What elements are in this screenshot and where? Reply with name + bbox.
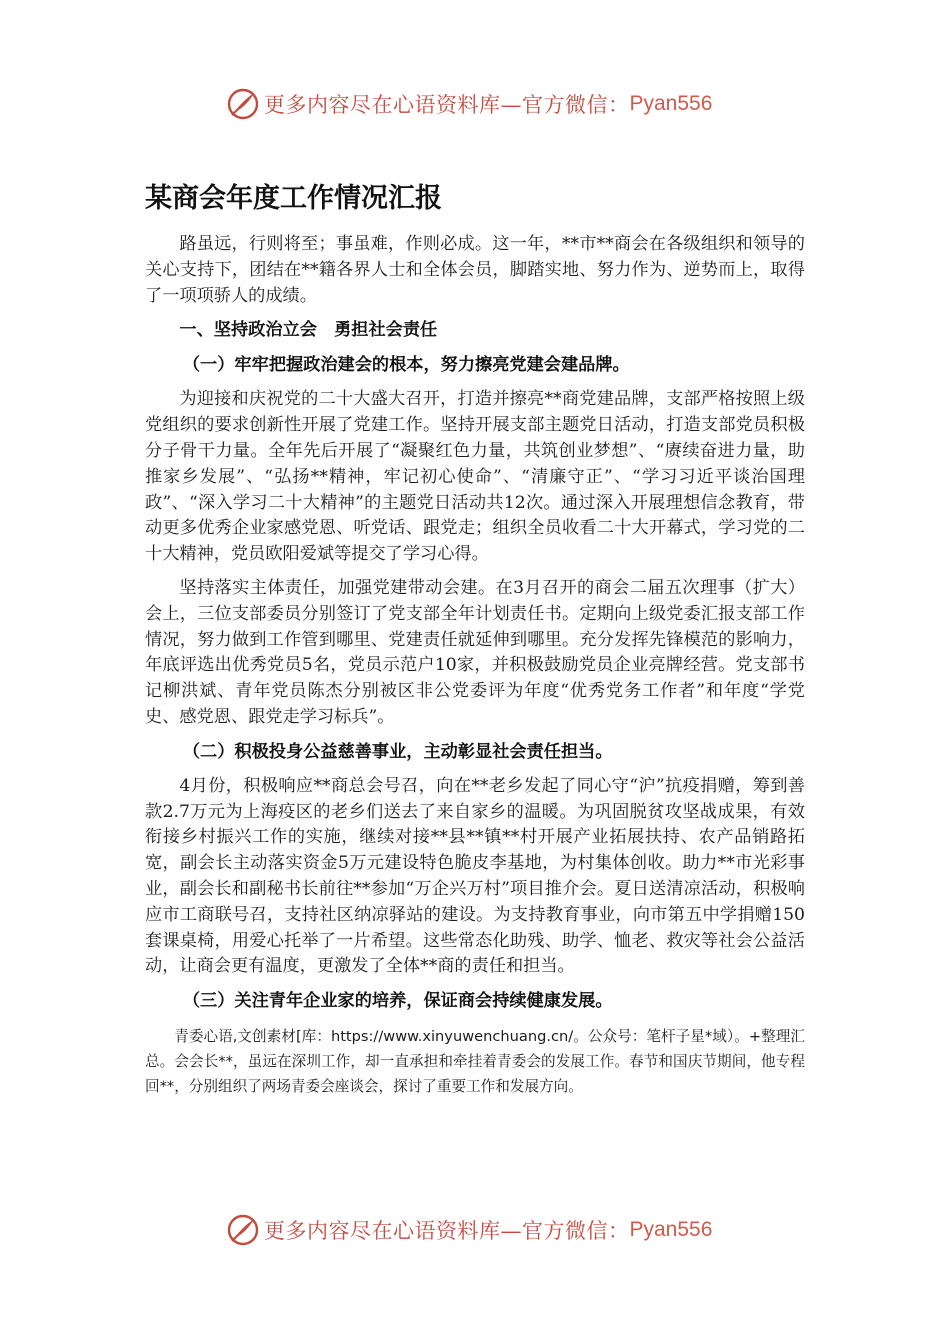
paragraph-responsibility: 坚持落实主体责任，加强党建带动会建。在3月召开的商会二届五次理事（扩大）会上，三位支部委员分别签订了党支部全年计划责任书。定期向上级党委汇报支部工作情况，努力做到工作管到哪里、党建责任就延伸到哪里。充分发挥先锋模范的影响力，年底评选出优秀党员5名，党员示范户10家，并积极鼓励党员企业亮牌经营。党支部书记柳洪斌、青年党员陈杰分别被区非公党委评为年度“优秀党务工作者”和年度“学党史、感党恩、跟党走学习标兵”。 (145, 577, 805, 727)
footer-watermark-banner (226, 1210, 712, 1250)
header-watermark-banner (226, 84, 712, 124)
document-body (145, 232, 805, 1099)
document-title: 某商会年度工作情况汇报 (145, 183, 442, 214)
intro-paragraph: 路虽远，行则将至；事虽难，作则必成。这一年，**市**商会在各级组织和领导的关心支持下，团结在**籍各界人士和全体会员，脚踏实地、努力作为、逆势而上，取得了一项项骄人的成绩。 (145, 234, 805, 306)
section-heading-1: 一、坚持政治立会 勇担社会责任 (179, 320, 438, 341)
quill-logo-icon (226, 87, 260, 121)
paragraph-youth: 青委心语,文创素材[库：https://www.xinyuwenchuang.cn/。公众号：笔杆子星*域）。+整理汇总。会会长**，虽远在深圳工作，却一直承担和牵挂着青委会的发展工作。春节和国庆节期间，他专程回**，分别组织了两场青委会座谈会，探讨了重要工作和发展方向。 (145, 1028, 805, 1096)
subsection-heading-2: （二）积极投身公益慈善事业，主动彰显社会责任担当。 (182, 741, 613, 762)
watermark-text: 更多内容尽在心语资料库—官方微信： (264, 93, 630, 117)
subsection-heading-3: （三）关注青年企业家的培养，保证商会持续健康发展。 (182, 991, 613, 1012)
watermark-text: 更多内容尽在心语资料库—官方微信： (264, 1219, 630, 1243)
watermark-handle: Pyan556 (629, 1218, 713, 1241)
paragraph-charity: 4月份，积极响应**商总会号召，向在**老乡发起了同心守“沪”抗疫捐赠，筹到善款2.7万元为上海疫区的老乡们送去了来自家乡的温暖。为巩固脱贫攻坚战成果，有效衔接乡村振兴工作的实施，继续对接**县**镇**村开展产业拓展扶持、农产品销路拓宽，副会长主动落实资金5万元建设特色脆皮李基地，为村集体创收。助力**市光彩事业，副会长和副秘书长前往**参加“万企兴万村”项目推介会。夏日送清凉活动，积极响应市工商联号召，支持社区纳凉驿站的建设。为支持教育事业，向市第五中学捐赠150套课桌椅，用爱心托举了一片希望。这些常态化助残、助学、恤老、救灾等社会公益活动，让商会更有温度，更激发了全体**商的责任和担当。 (145, 775, 805, 977)
quill-logo-icon (226, 1213, 260, 1247)
subsection-heading-1: （一）牢牢把握政治建会的根本，努力擦亮党建会建品牌。 (182, 355, 630, 376)
watermark-handle: Pyan556 (629, 92, 713, 115)
paragraph-party-building: 为迎接和庆祝党的二十大盛大召开，打造并擦亮**商党建品牌，支部严格按照上级党组织的要求创新性开展了党建工作。坚持开展支部主题党日活动，打造支部党员积极分子骨干力量。全年先后开展了“凝聚红色力量，共筑创业梦想”、“赓续奋进力量，助推家乡发展”、“弘扬**精神，牢记初心使命”、“清廉守正”、“学习习近平谈治国理政”、“深入学习二十大精神”的主题党日活动共12次。通过深入开展理想信念教育，带动更多优秀企业家感党恩、听党话、跟党走；组织全员收看二十大开幕式，学习党的二十大精神，党员欧阳爱斌等提交了学习心得。 (145, 389, 805, 565)
